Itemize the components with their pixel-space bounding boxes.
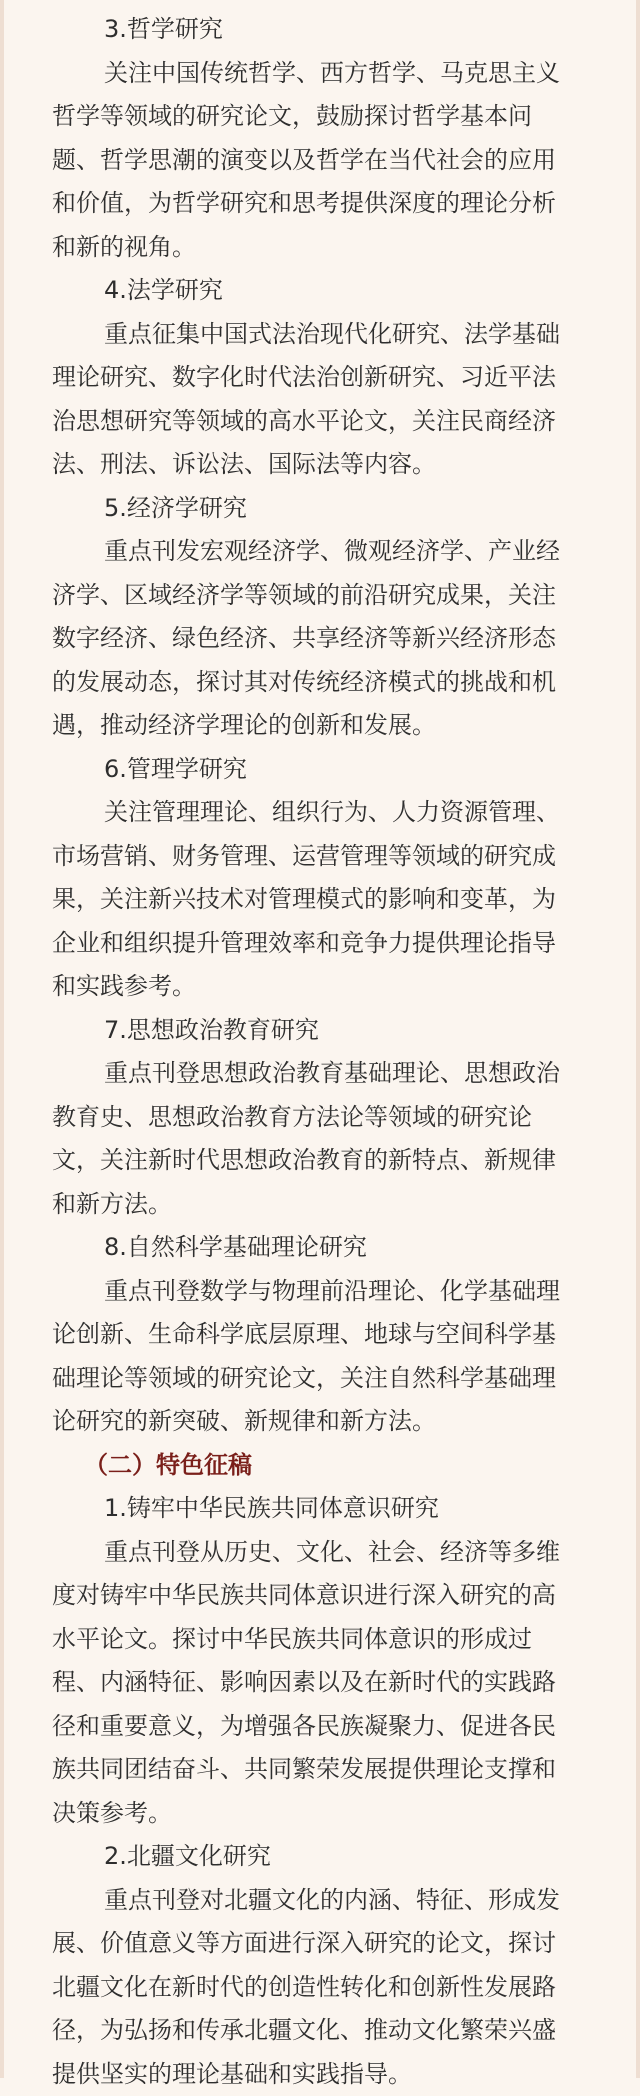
- section-heading-text: 3.哲学研究: [104, 8, 223, 52]
- paragraph-first-line-text: 重点征集中国式法治现代化研究、法学基础: [104, 313, 560, 357]
- paragraph-line: [52, 1792, 592, 1836]
- paragraph-line: [52, 1183, 592, 1227]
- paragraph-line-text: 度对铸牢中华民族共同体意识进行深入研究的高: [52, 1574, 556, 1618]
- paragraph-first-line: [52, 1270, 592, 1314]
- paragraph-line: [52, 356, 592, 400]
- paragraph-line: [52, 1400, 592, 1444]
- paragraph-line: [52, 1357, 592, 1401]
- paragraph-first-line: [52, 1531, 592, 1575]
- paragraph-line-text: 北疆文化在新时代的创造性转化和创新性发展路: [52, 1966, 556, 2010]
- paragraph-line: [52, 1574, 592, 1618]
- paragraph-line: [52, 1618, 592, 1662]
- paragraph-line-text: 市场营销、财务管理、运营管理等领域的研究成: [52, 835, 556, 879]
- paragraph-line: [52, 878, 592, 922]
- paragraph-line-text: 企业和组织提升管理效率和竞争力提供理论指导: [52, 922, 556, 966]
- paragraph-first-line-text: 重点刊发宏观经济学、微观经济学、产业经: [104, 530, 560, 574]
- paragraph-line-text: 径，为弘扬和传承北疆文化、推动文化繁荣兴盛: [52, 2009, 556, 2053]
- paragraph-line-text: 程、内涵特征、影响因素以及在新时代的实践路: [52, 1661, 556, 1705]
- paragraph-first-line: [52, 791, 592, 835]
- paragraph-line-text: 和新的视角。: [52, 226, 196, 270]
- paragraph-line-text: 遇，推动经济学理论的创新和发展。: [52, 704, 436, 748]
- category-heading-text: （二）特色征稿: [84, 1444, 252, 1488]
- paragraph-line-text: 族共同团结奋斗、共同繁荣发展提供理论支撑和: [52, 1748, 556, 1792]
- section-heading: [52, 1487, 592, 1531]
- section-heading-text: 2.北疆文化研究: [104, 1835, 271, 1879]
- paragraph-first-line: [52, 1052, 592, 1096]
- paragraph-line: [52, 1966, 592, 2010]
- paragraph-line-text: 的发展动态，探讨其对传统经济模式的挑战和机: [52, 661, 556, 705]
- paragraph-line: [52, 1922, 592, 1966]
- section-heading-text: 1.铸牢中华民族共同体意识研究: [104, 1487, 439, 1531]
- section-heading-text: 6.管理学研究: [104, 748, 247, 792]
- paragraph-first-line: [52, 1879, 592, 1923]
- paragraph-line: [52, 2053, 592, 2096]
- paragraph-first-line: [52, 52, 592, 96]
- paragraph-line-text: 治思想研究等领域的高水平论文，关注民商经济: [52, 400, 556, 444]
- paragraph-line: [52, 617, 592, 661]
- paragraph-first-line-text: 关注中国传统哲学、西方哲学、马克思主义: [104, 52, 560, 96]
- paragraph-line-text: 教育史、思想政治教育方法论等领域的研究论: [52, 1096, 532, 1140]
- paragraph-first-line: [52, 313, 592, 357]
- paragraph-line: [52, 400, 592, 444]
- paragraph-line-text: 法、刑法、诉讼法、国际法等内容。: [52, 443, 436, 487]
- paragraph-first-line-text: 重点刊登从历史、文化、社会、经济等多维: [104, 1531, 560, 1575]
- section-heading-text: 4.法学研究: [104, 269, 223, 313]
- paragraph-line-text: 和新方法。: [52, 1183, 172, 1227]
- section-heading-text: 5.经济学研究: [104, 487, 247, 531]
- paragraph-line-text: 果，关注新兴技术对管理模式的影响和变革，为: [52, 878, 556, 922]
- paragraph-line: [52, 835, 592, 879]
- paragraph-line: [52, 1705, 592, 1749]
- document-body: [52, 8, 592, 2096]
- paragraph-line: [52, 443, 592, 487]
- paragraph-line-text: 和实践参考。: [52, 965, 196, 1009]
- section-heading: [52, 1009, 592, 1053]
- paragraph-line-text: 水平论文。探讨中华民族共同体意识的形成过: [52, 1618, 532, 1662]
- section-heading-text: 8.自然科学基础理论研究: [104, 1226, 367, 1270]
- paragraph-line-text: 决策参考。: [52, 1792, 172, 1836]
- paragraph-line: [52, 95, 592, 139]
- paragraph-line: [52, 182, 592, 226]
- paragraph-line-text: 提供坚实的理论基础和实践指导。: [52, 2053, 412, 2096]
- section-heading: [52, 269, 592, 313]
- paragraph-line: [52, 965, 592, 1009]
- paragraph-line: [52, 1661, 592, 1705]
- page-edge-left: [0, 0, 4, 2078]
- paragraph-line-text: 理论研究、数字化时代法治创新研究、习近平法: [52, 356, 556, 400]
- section-heading: [52, 748, 592, 792]
- paragraph-line-text: 哲学等领域的研究论文，鼓励探讨哲学基本问: [52, 95, 532, 139]
- page-edge-right: [636, 0, 640, 2078]
- section-heading: [52, 1226, 592, 1270]
- paragraph-line-text: 济学、区域经济学等领域的前沿研究成果，关注: [52, 574, 556, 618]
- section-heading-text: 7.思想政治教育研究: [104, 1009, 319, 1053]
- paragraph-line-text: 论创新、生命科学底层原理、地球与空间科学基: [52, 1313, 556, 1357]
- paragraph-line: [52, 574, 592, 618]
- paragraph-first-line-text: 重点刊登对北疆文化的内涵、特征、形成发: [104, 1879, 560, 1923]
- paragraph-line-text: 数字经济、绿色经济、共享经济等新兴经济形态: [52, 617, 556, 661]
- paragraph-line: [52, 1096, 592, 1140]
- paragraph-line-text: 文，关注新时代思想政治教育的新特点、新规律: [52, 1139, 556, 1183]
- section-heading: [52, 8, 592, 52]
- paragraph-line-text: 展、价值意义等方面进行深入研究的论文，探讨: [52, 1922, 556, 1966]
- category-heading: [52, 1444, 592, 1488]
- paragraph-line: [52, 661, 592, 705]
- paragraph-line: [52, 1313, 592, 1357]
- paragraph-line: [52, 139, 592, 183]
- section-heading: [52, 487, 592, 531]
- paragraph-line-text: 和价值，为哲学研究和思考提供深度的理论分析: [52, 182, 556, 226]
- paragraph-line: [52, 1748, 592, 1792]
- paragraph-line-text: 础理论等领域的研究论文，关注自然科学基础理: [52, 1357, 556, 1401]
- paragraph-line: [52, 922, 592, 966]
- paragraph-line: [52, 226, 592, 270]
- paragraph-first-line-text: 关注管理理论、组织行为、人力资源管理、: [104, 791, 560, 835]
- paragraph-line: [52, 1139, 592, 1183]
- paragraph-line-text: 论研究的新突破、新规律和新方法。: [52, 1400, 436, 1444]
- paragraph-first-line: [52, 530, 592, 574]
- section-heading: [52, 1835, 592, 1879]
- paragraph-first-line-text: 重点刊登思想政治教育基础理论、思想政治: [104, 1052, 560, 1096]
- paragraph-line-text: 题、哲学思潮的演变以及哲学在当代社会的应用: [52, 139, 556, 183]
- paragraph-line: [52, 2009, 592, 2053]
- paragraph-line-text: 径和重要意义，为增强各民族凝聚力、促进各民: [52, 1705, 556, 1749]
- paragraph-line: [52, 704, 592, 748]
- paragraph-first-line-text: 重点刊登数学与物理前沿理论、化学基础理: [104, 1270, 560, 1314]
